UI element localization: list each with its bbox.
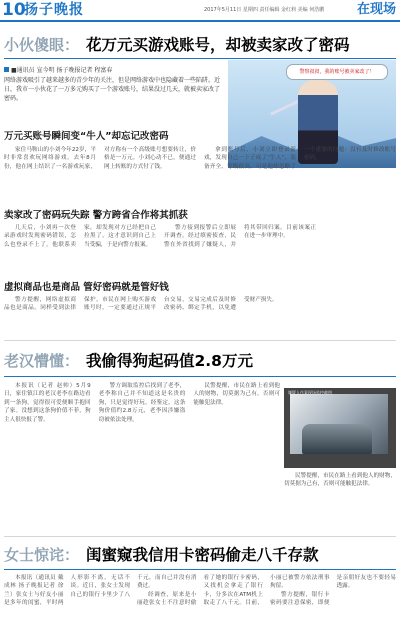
section-title: 在现场 xyxy=(356,2,396,17)
story3-headline: 闺蜜窥我信用卡密码偷走八千存款 xyxy=(86,546,319,564)
story2-heading xyxy=(0,346,400,372)
paper-name: 扬子晚报 xyxy=(24,2,84,18)
story-divider xyxy=(4,536,396,537)
story1-headline: 花万元买游戏账号，却被卖家改了密码 xyxy=(86,36,350,54)
story1-dateline: ■通讯员 宣今明 扬子晚报记者 程富春 xyxy=(4,65,112,74)
story1-subhead-1: 万元买账号瞬间变“牛人”却忘记改密码 xyxy=(4,131,169,142)
story3-body: 本报讯（通讯员 戴成林 扬子晚报记者 徐兰）张女士与好友小丽是多年的闺蜜，平时两人形影不离，无话不谈。近日，张女士发现自己的银行卡里少了八千元，而自己并没有消费过。 经调查，原来是小丽趁张女士不注意时偷看了她的银行卡密码，又找机会拿走了银行卡，分多次在ATM机上取走了八千元。目前，小丽已被警方依法刑事拘留。 警方提醒，银行卡密码要注意保密，即便是亲朋好友也不要轻易透露。 xyxy=(4,575,396,607)
story3-heading xyxy=(0,540,400,566)
story1-subhead-3: 虚拟商品也是商品 管好密码就是管好钱 xyxy=(4,282,169,293)
newspaper-header xyxy=(0,0,400,22)
story1-lead: 网络游戏吸引了越来越多的青少年的关注，但是网络游戏中也隐藏着一些陷阱。近日，我市一小伙花了一万多元购买了一个游戏账号，结果没过几天，就被卖家改了密码。 xyxy=(4,77,221,102)
photo-caption: 嫌疑人作案现场监控截图 xyxy=(288,390,332,395)
divider xyxy=(4,58,396,59)
story2-body: 本报讯（记者 赵帅）5月9日，家住镇江的老汉老李在路边看到一条狗，觉得很可爱便顺手抱回了家。没想到这条狗价值不菲，狗主人很快报了警。 警方调取监控后找到了老李，老李称自己并不知道这是名贵的狗，只是觉得好玩。经鉴定，这条狗价值约2.8万元，老李因涉嫌盗窃被依法处理。 民警提醒，市民在路上看到他人的财物，切莫据为己有，否则可能触犯法律。 xyxy=(4,383,280,423)
story2-body-right: 民警提醒，市民在路上看到他人的财物，切莫据为己有，否则可能触犯法律。 xyxy=(284,473,396,488)
story2-headline: 我偷得狗起码值2.8万元 xyxy=(86,352,253,370)
divider xyxy=(4,569,396,570)
story1-kicker: 小伙傻眼： xyxy=(4,36,80,54)
story1-subhead-2: 卖家改了密码玩失踪 警方跨省合作将其抓获 xyxy=(4,210,188,221)
illustration-speech-bubble: 警察叔叔，我的账号被卖家改了！ xyxy=(286,64,388,80)
story2-kicker: 老汉懵懂： xyxy=(4,352,80,370)
story-divider xyxy=(4,340,396,341)
story1-section-1: 家住马鞍山的小刘今年22岁，平时非常喜欢玩网络游戏。去年8月份，他在网上结识了一名游戏玩家，对方称有一个高级账号想要转让，价格是一万元。小刘心动不已，便通过网上转账的方式付了钱。 拿到账号后，小刘立即登录游戏，发现自己一下子成了“牛人”，装备齐全、等级很高。可是他却忽略了一个重要的问题：没有及时修改账号密码。 xyxy=(4,147,396,170)
story1-heading xyxy=(0,30,400,56)
divider xyxy=(4,376,396,377)
story1-section-2: 几天后，小刘再一次登录游戏时发现密码错误，怎么也登录不上了。他联系卖家，却发现对方已经把自己拉黑了，这才意识到自己上当受骗，于是向警方报案。 警方接到报警后立即展开调查。经过缜密侦查，民警在外省找到了嫌疑人，并将其带回归案。目前该案正在进一步审理中。 xyxy=(4,225,316,248)
page-number: 10 xyxy=(2,0,26,20)
story2-photo xyxy=(284,388,396,468)
issue-meta: 2017年5月11日 星期四 责任编辑 金红莉 美编 何浩鹏 xyxy=(204,7,325,13)
story1-section-3: 警方提醒，网络虚拟商品也是商品，同样受到法律保护。市民在网上购买游戏账号时，一定要通过正规平台交易，交易完成后及时修改密码、绑定手机，以免遭受财产损失。 xyxy=(4,297,278,312)
story3-kicker: 女士惊诧： xyxy=(4,546,80,564)
